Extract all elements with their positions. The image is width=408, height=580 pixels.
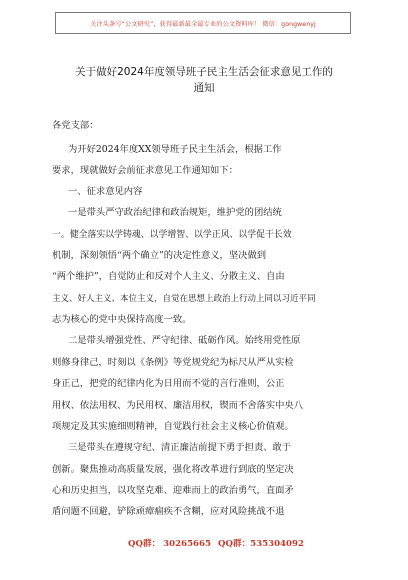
- document-title-line-1: 关于做好2024年度领导班子民主生活会征求意见工作的: [75, 66, 333, 78]
- paragraph-line: 志为核心的党中央保持高度一致。: [52, 314, 192, 325]
- paragraph-line: “两个维护”，自觉防止和反对个人主义、分散主义、自由: [52, 271, 285, 282]
- paragraph-line: 用权、依法用权、为民用权、廉洁用权，锲而不舍落实中央八: [52, 400, 304, 411]
- paragraph-line: 三是带头在遵规守纪、清正廉洁前提下勇于担责、敢于: [68, 442, 292, 453]
- paragraph-line: 一。健全落实以学铸魂、以学增智、以学正风、以学促干长效: [52, 230, 292, 240]
- paragraph-line: 要求，现就做好会前征求意见工作通知如下：: [52, 165, 238, 176]
- section-heading: 一、征求意见内容: [68, 186, 143, 197]
- paragraph-line: 盾问题不回避，铲除顽瘴痼疾不含糊，应对风险挑战不退: [52, 506, 285, 517]
- paragraph-line: 创新。聚焦推动高质量发展，强化将改革进行到底的坚定决: [52, 464, 294, 475]
- promo-banner: 关注头条号“公文研究”，获得最新最全最专业的公文资料库！ 微信：gongwenyj: [55, 12, 351, 34]
- document-title-line-2: 通知: [193, 82, 215, 94]
- paragraph-line: 机制，深刻领悟“两个确立”的决定性意义，坚决做到: [52, 250, 267, 261]
- salutation: 各党支部：: [52, 120, 99, 131]
- paragraph-line: 为开好2024年度XX领导班子民主生活会，根据工作: [68, 144, 282, 155]
- paragraph-line: 主义、好人主义、本位主义，自觉在思想上政治上行动上同以习近平同: [52, 294, 316, 304]
- footer: [0, 537, 408, 551]
- paragraph-line: 心和历史担当，以攻坚克难、迎难而上的政治勇气，直面矛: [52, 485, 294, 496]
- paragraph-line: 身正己，把党的纪律内化为日用而不觉的言行准则，公正: [52, 378, 285, 389]
- footer-qq-group-2: QQ群：535304092: [218, 539, 304, 549]
- paragraph-line: 一是带头严守政治纪律和政治规矩，维护党的团结统: [68, 207, 282, 218]
- paragraph-line: 二是带头增强党性、严守纪律、砥砺作风。始终用党性原: [68, 335, 301, 346]
- footer-qq-group-1: QQ群： 30265665: [128, 539, 211, 549]
- paragraph-line: 则修身律己，时刻以《条例》等党规党纪为标尺从严从实检: [52, 357, 294, 368]
- paragraph-line: 项规定及其实施细则精神，自觉践行社会主义核心价值观。: [52, 421, 294, 432]
